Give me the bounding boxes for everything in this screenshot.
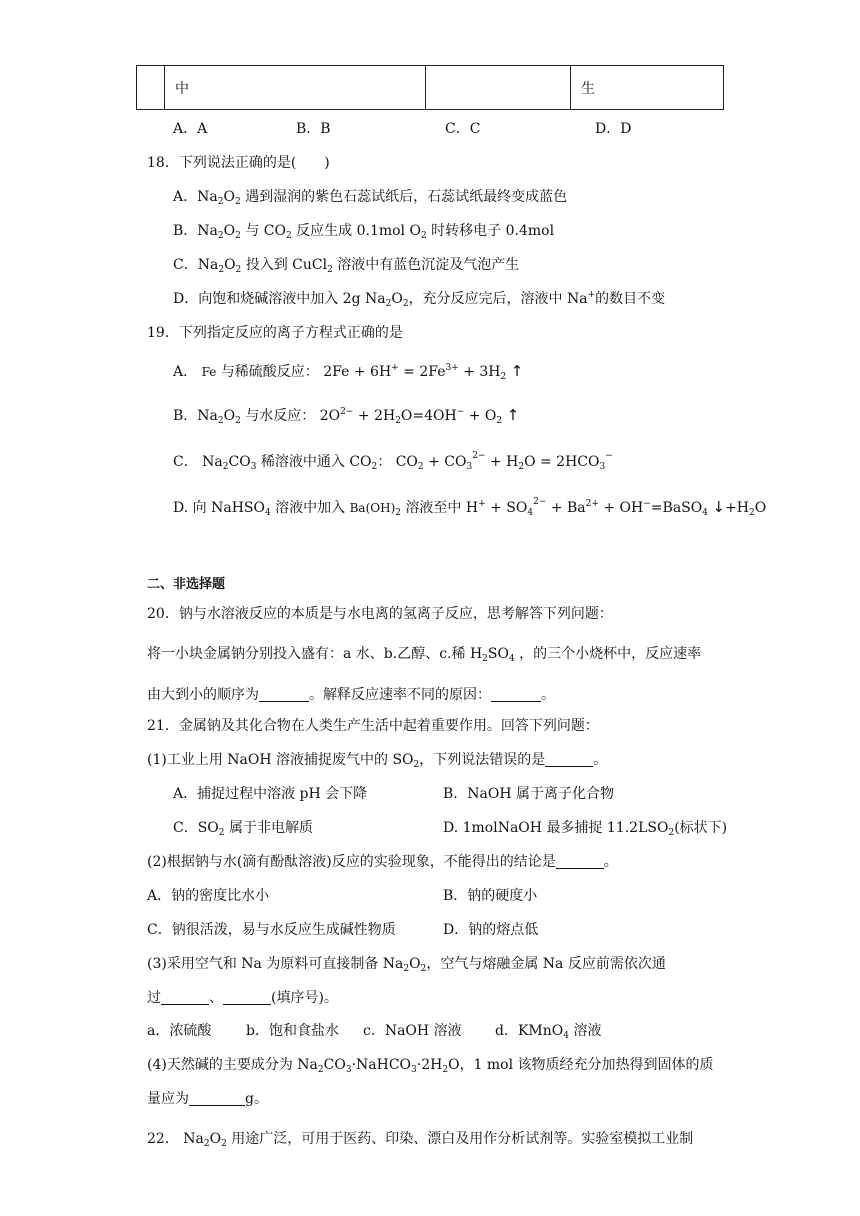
- q17-option-d: D．D: [595, 121, 632, 137]
- answer-blank[interactable]: [491, 687, 541, 702]
- q18-option-b: B．$Na_2O_2$ 与 $CO_2$ 反应生成 0.1mol $O_2$ 时转移电子 0.4mol: [173, 223, 555, 241]
- q21-part3-line: 过 、 (填序号)。: [147, 990, 338, 1006]
- q20-stem: 20．钠与水溶液反应的本质是与水电离的氢离子反应，思考解答下列问题：: [147, 606, 613, 622]
- answer-blank[interactable]: [556, 854, 604, 869]
- table-cell: 中: [175, 81, 189, 97]
- q17-option-a: A．A: [173, 121, 208, 137]
- q17-option-b: B．B: [296, 121, 331, 137]
- table-divider: [164, 66, 165, 109]
- q18-option-a: A．$Na_2O_2$ 遇到湿润的紫色石蕊试纸后，石蕊试纸最终变成蓝色: [173, 189, 568, 207]
- q21-stem: 21．金属钠及其化合物在人类生产生活中起着重要作用。回答下列问题：: [147, 718, 599, 734]
- q21-p1-option-c: C．$SO_2$ 属于非电解质: [173, 820, 313, 838]
- answer-blank[interactable]: [189, 1091, 245, 1106]
- answer-blank[interactable]: [545, 752, 593, 767]
- q22-stem: 22． $Na_2O_2$ 用途广泛，可用于医药、印染、漂白及用作分析试剂等。实验室模拟工业制: [147, 1131, 694, 1149]
- q21-p3-option-a: a．浓硫酸: [147, 1023, 212, 1039]
- q19-option-d: D. 向 NaHSO$_4$ 溶液中加入 $Ba(OH)_2$ 溶液至中 $H^+ + SO_4^{2-} + Ba^{2+}$ + OH−=BaSO$_4$ $↓+H_2O$: [173, 497, 767, 518]
- q21-p3-option-d: d．KMnO$_4$ 溶液: [495, 1023, 602, 1041]
- q21-p1-option-b: B．NaOH 属于离子化合物: [443, 786, 615, 802]
- q18-option-d: D．向饱和烧碱溶液中加入 2g $Na_2O_2$，充分反应完后，溶液中 Na+的数目不变: [173, 290, 666, 309]
- q21-p1-option-d: D. 1molNaOH 最多捕捉 $11.2LSO_2$(标状下): [443, 820, 728, 838]
- answer-blank[interactable]: [223, 990, 271, 1005]
- q21-p1-option-a: A．捕捉过程中溶液 pH 会下降: [173, 786, 368, 802]
- q21-p3-option-c: c．NaOH 溶液: [363, 1023, 462, 1039]
- q21-p2-option-a: A．钠的密度比水小: [147, 888, 270, 904]
- answer-blank[interactable]: [161, 990, 209, 1005]
- q17-option-c: C．C: [445, 121, 481, 137]
- table-cell: 生: [581, 81, 595, 97]
- answer-blank[interactable]: [259, 687, 309, 702]
- answer-table: [136, 65, 724, 110]
- table-divider: [425, 66, 426, 109]
- q21-part3: (3)采用空气和 Na 为原料可直接制备 $Na_2O_2$，空气与熔融金属 Na 反应前需依次通: [147, 956, 666, 974]
- q20-line: 将一小块金属钠分别投入盛有：a 水、b.乙醇、c.稀 $H_2SO_4$ ，的三个小烧杯中，反应速率: [147, 646, 702, 664]
- q19-stem: 19．下列指定反应的离子方程式正确的是: [147, 325, 403, 341]
- q18-stem: 18．下列说法正确的是( ): [147, 155, 330, 171]
- q19-option-b: B．$Na_2O_2$ 与水反应： $2O^{2-} + 2H_2O=4OH^- + O_2$ ↑: [173, 406, 520, 426]
- q19-option-c: C． $Na_2CO_3$ 稀溶液中通入 $CO_2$： $CO_2 + CO_3^{2-} + H_2O = 2HCO_3^-$: [173, 451, 613, 472]
- q21-p2-option-d: D．钠的熔点低: [443, 922, 539, 938]
- q21-part1: (1)工业上用 NaOH 溶液捕捉废气中的 $SO_2$，下列说法错误的是 。: [147, 752, 608, 770]
- table-divider: [570, 66, 571, 109]
- q21-p3-option-b: b．饱和食盐水: [246, 1023, 339, 1039]
- q21-part2: (2)根据钠与水(滴有酚酞溶液)反应的实验现象，不能得出的结论是 。: [147, 854, 618, 870]
- q21-p2-option-b: B．钠的硬度小: [443, 888, 538, 904]
- q20-line: 由大到小的顺序为 。解释反应速率不同的原因： 。: [147, 687, 555, 703]
- q21-p2-option-c: C．钠很活泼，易与水反应生成碱性物质: [147, 922, 396, 938]
- q21-part4: (4)天然碱的主要成分为 $Na_2CO_3\cdot NaHCO_3\cdot 2H_2O$，1 mol 该物质经充分加热得到固体的质: [147, 1057, 714, 1075]
- q18-option-c: C．$Na_2O_2$ 投入到 CuCl$_2$ 溶液中有蓝色沉淀及气泡产生: [173, 257, 520, 275]
- q19-option-a: A． Fe 与稀硫酸反应： $2Fe + 6H^+ = 2Fe^{3+} + 3H_2$ ↑: [173, 362, 524, 382]
- section-title: 二、非选择题: [147, 577, 226, 592]
- q21-part4-line: 量应为 g。: [147, 1091, 268, 1107]
